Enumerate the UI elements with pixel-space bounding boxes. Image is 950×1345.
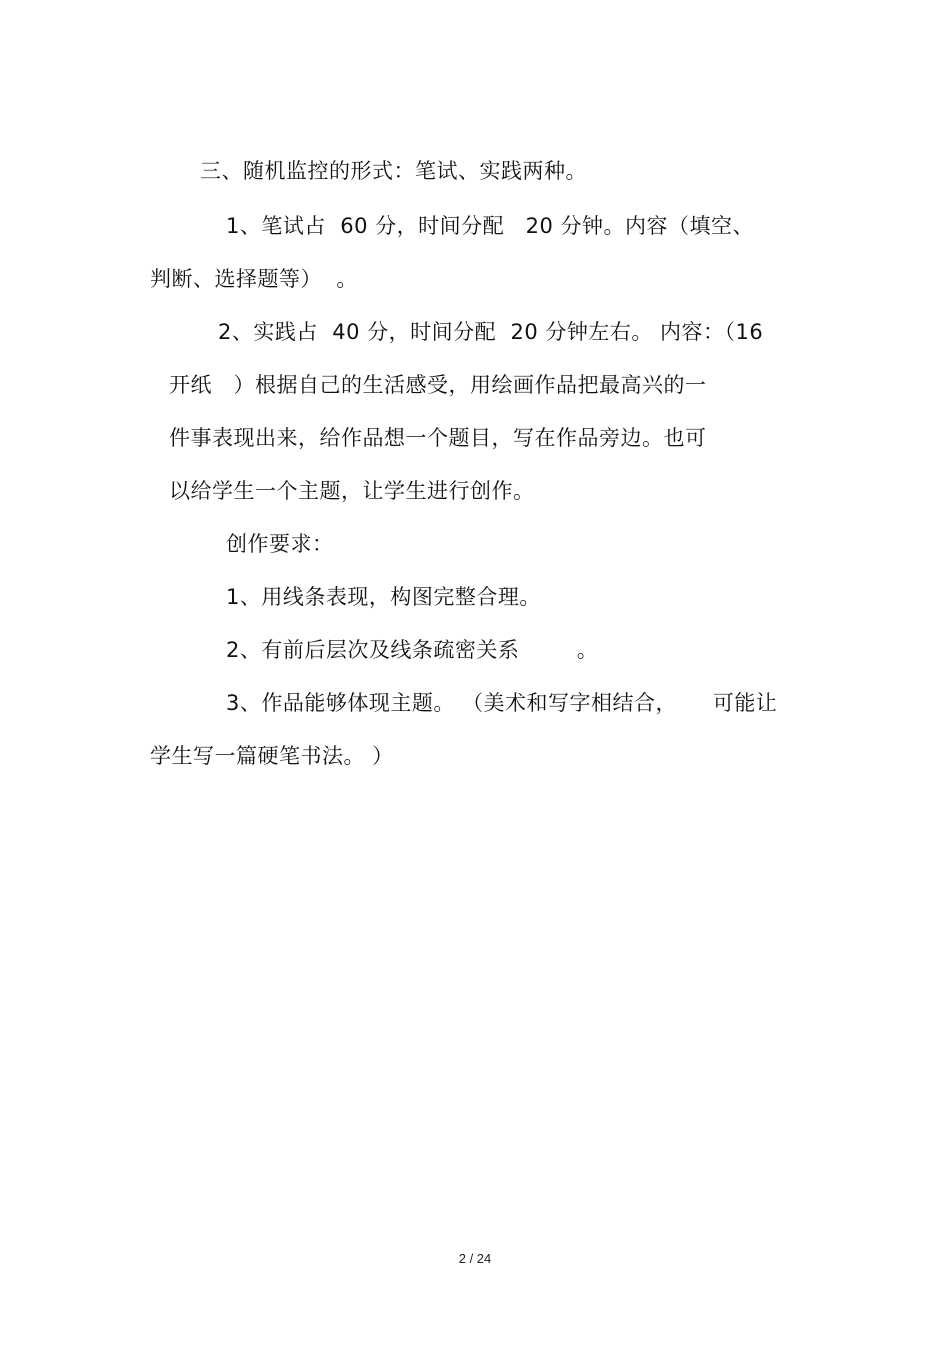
- list-item: 2、有前后层次及线条疏密关系 。: [226, 638, 599, 662]
- section-heading: 三、随机监控的形式：笔试、实践两种。: [200, 159, 587, 183]
- paragraph-line: 学生写一篇硬笔书法。 ）: [150, 744, 394, 768]
- subheading: 创作要求：: [226, 532, 334, 556]
- list-item: 3、作品能够体现主题。 （美术和写字相结合， 可能让: [226, 691, 778, 715]
- paragraph-line: 件事表现出来，给作品想一个题目，写在作品旁边。也可: [169, 426, 707, 450]
- page-number: 2 / 24: [458, 1251, 492, 1266]
- paragraph-line: 判断、选择题等） 。: [150, 267, 358, 291]
- paragraph-line: 开纸 ）根据自己的生活感受，用绘画作品把最高兴的一: [169, 373, 707, 397]
- list-item: 1、用线条表现，构图完整合理。: [226, 585, 541, 609]
- paragraph-line: 2、实践占 40 分，时间分配 20 分钟左右。 内容：（16: [218, 320, 764, 344]
- paragraph-line: 1、笔试占 60 分，时间分配 20 分钟。内容（填空、: [226, 214, 755, 238]
- paragraph-line: 以给学生一个主题，让学生进行创作。: [169, 479, 535, 503]
